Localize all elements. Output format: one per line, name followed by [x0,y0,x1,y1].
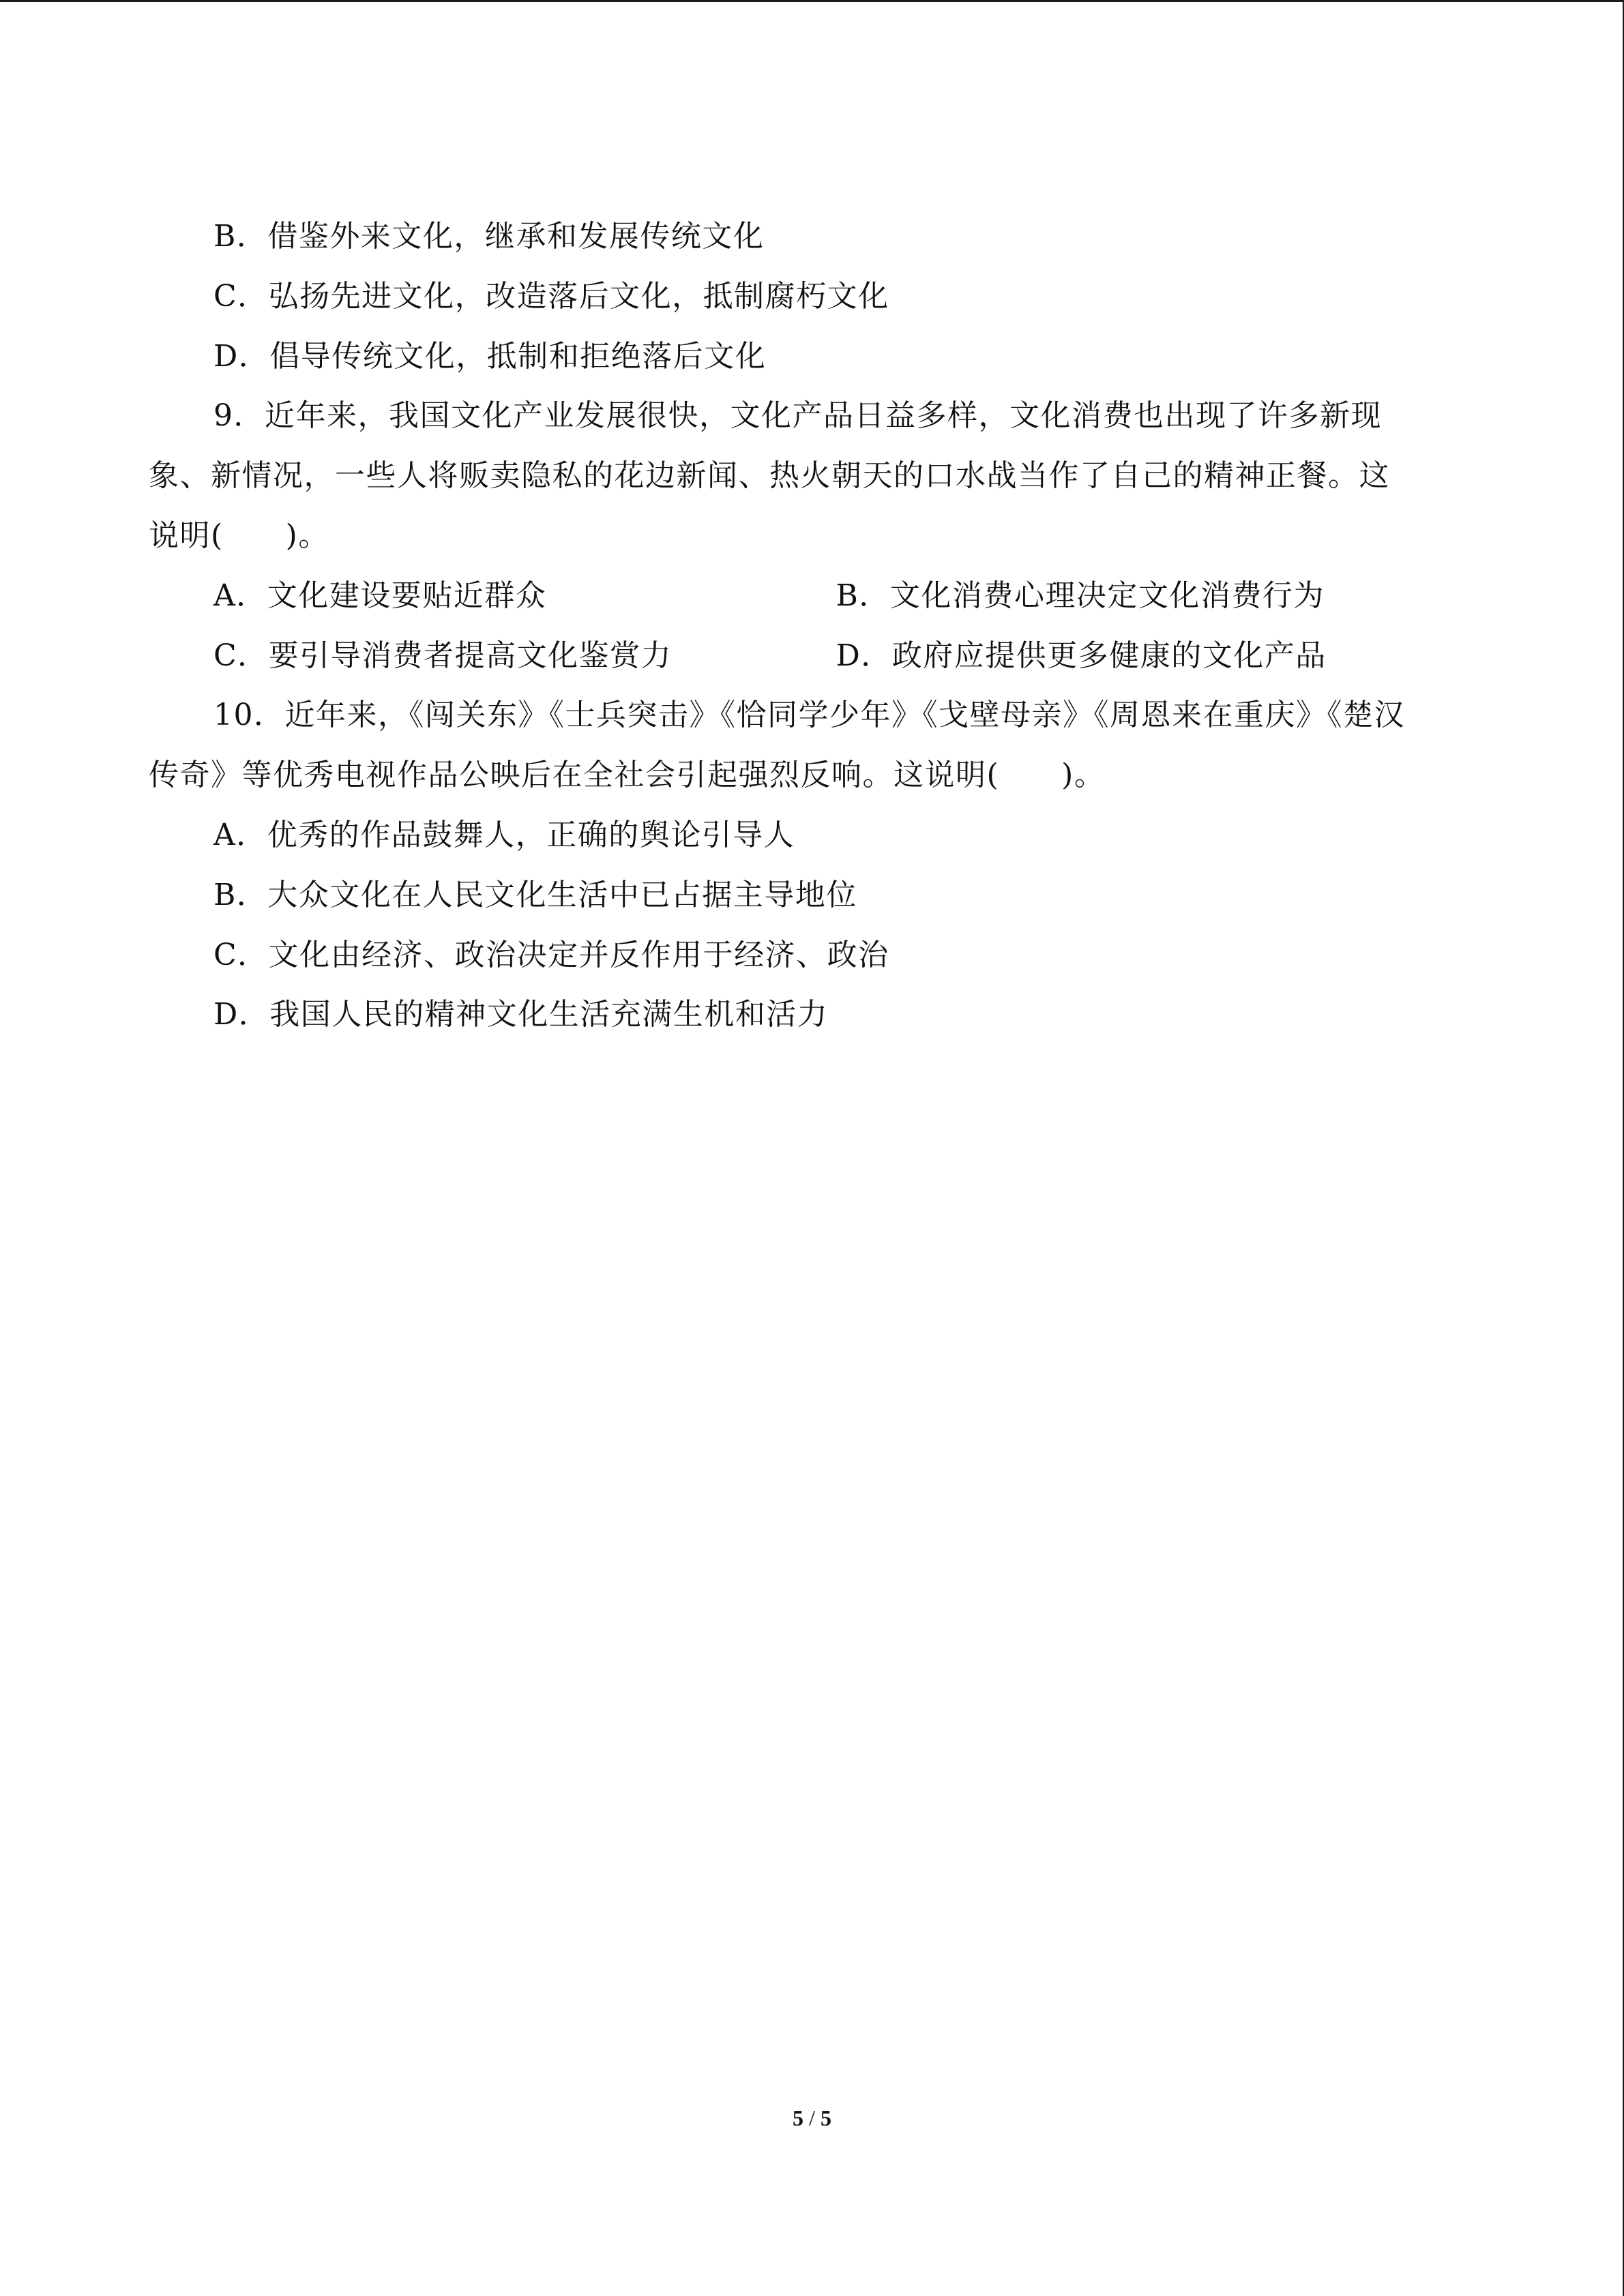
option-label: D． [213,338,270,374]
option-text: 文化建设要贴近群众 [267,578,547,613]
question-9-stem [149,386,1458,446]
question-10-option-b [149,865,1458,925]
option-text: 弘扬先进文化，改造落后文化，抵制腐朽文化 [268,278,889,314]
question-10-stem-line-2: 传奇》等优秀电视作品公映后在全社会引起强烈反响。这说明( )。 [149,758,1106,793]
option-text: 文化由经济、政治决定并反作用于经济、政治 [268,937,889,972]
page-separator: / [803,2106,821,2130]
option-d-prev [149,327,1458,387]
question-9-stem-line-2: 象、新情况，一些人将贩卖隐私的花边新闻、热火朝天的口水战当作了自己的精神正餐。这 [149,458,1390,494]
question-9-options-row-1 [149,566,1458,626]
option-label: C． [213,937,269,972]
question-9-option-c [213,626,836,686]
option-label: A． [213,817,267,852]
document-body [149,207,1458,1045]
option-label: B． [213,877,268,912]
option-label: D． [213,997,270,1032]
option-text: 文化消费心理决定文化消费行为 [889,578,1325,613]
option-label: D． [836,638,892,673]
option-text: 优秀的作品鼓舞人，正确的舆论引导人 [267,817,795,852]
option-text: 我国人民的精神文化生活充满生机和活力 [269,997,829,1032]
question-10-option-d [149,985,1458,1045]
page-number [0,2106,1624,2131]
question-text: 近年来，《闯关东》《士兵突击》《恰同学少年》《戈壁母亲》《周恩来在重庆》《楚汉 [284,698,1405,733]
question-9-option-a [213,566,836,626]
page-total: 5 [820,2106,831,2130]
option-c-prev [149,267,1458,327]
question-number: 9． [213,398,265,434]
question-10-option-a [149,805,1458,865]
question-10-stem [149,685,1458,745]
question-text: 近年来，我国文化产业发展很快，文化产品日益多样，文化消费也出现了许多新现 [265,398,1382,434]
question-9-option-b [836,566,1459,626]
option-label: B． [836,578,890,613]
option-b-prev [149,207,1458,267]
option-text: 大众文化在人民文化生活中已占据主导地位 [267,877,857,912]
page-current: 5 [793,2106,804,2130]
option-label: C． [213,278,269,314]
question-9-options-row-2 [149,626,1458,686]
option-label: C． [213,638,269,673]
page-top-border [0,0,1624,2]
option-text: 借鉴外来文化，继承和发展传统文化 [267,219,765,254]
question-9-stem-line-3: 说明( )。 [149,518,329,553]
option-text: 倡导传统文化，抵制和拒绝落后文化 [269,338,767,374]
question-9-option-d [836,626,1459,686]
question-number: 10． [213,698,285,733]
question-10-option-c [149,925,1458,985]
option-label: A． [213,578,267,613]
option-label: B． [213,219,268,254]
option-text: 要引导消费者提高文化鉴赏力 [268,638,673,673]
option-text: 政府应提供更多健康的文化产品 [891,638,1327,673]
